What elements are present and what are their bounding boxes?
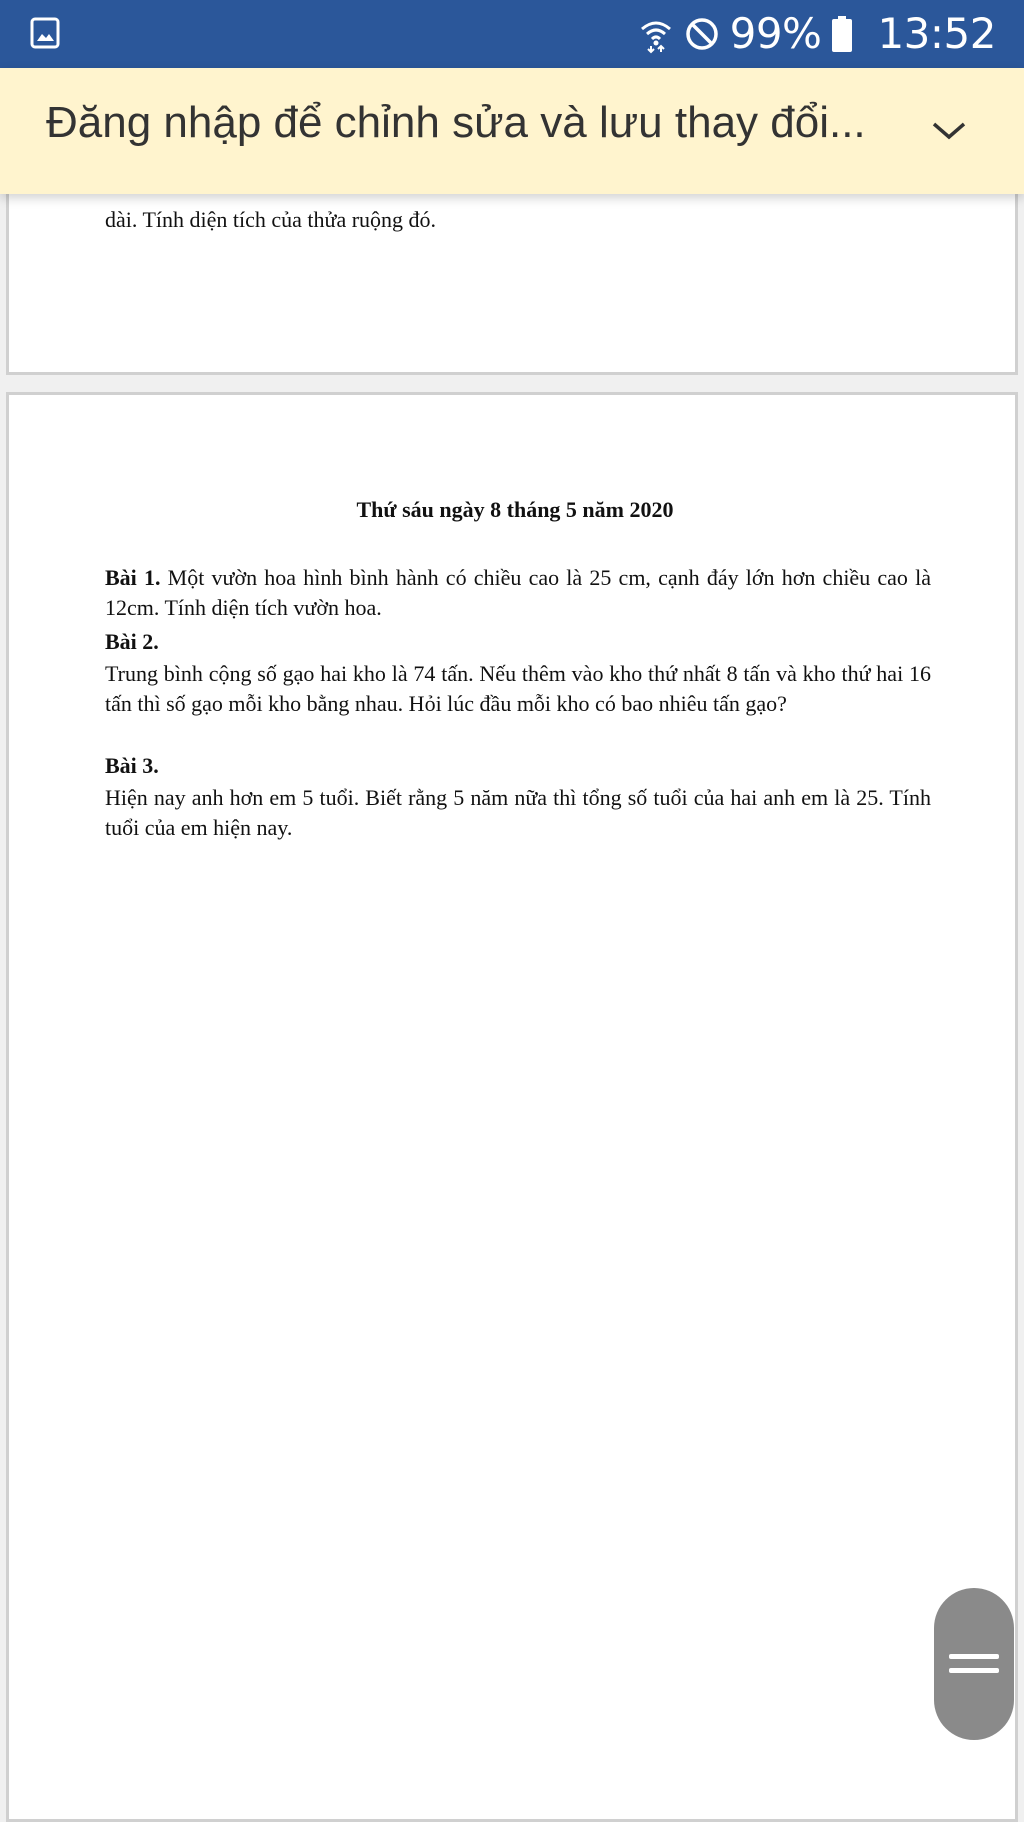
exercise-label: Bài 1. <box>105 565 161 590</box>
page-title: Thứ sáu ngày 8 tháng 5 năm 2020 <box>356 497 674 522</box>
status-indicators <box>638 0 996 68</box>
battery-percent: 99% <box>729 9 822 58</box>
exercise-2-label: Bài 2. <box>105 629 159 654</box>
exercise-2-text: Trung bình cộng số gạo hai kho là 74 tấn. Nếu thêm vào kho thứ nhất 8 tấn và kho thứ hai 16 tấn thì số gạo mỗi kho bằng nhau. Hỏi lúc đầu mỗi kho có bao nhiêu tấn gạo? <box>105 661 931 716</box>
sign-in-banner[interactable] <box>0 68 1024 194</box>
exercise-text: Một vườn hoa hình bình hành có chiều cao là 25 cm, cạnh đáy lớn hơn chiều cao là 12cm. Tính diện tích vườn hoa. <box>105 565 931 620</box>
battery-icon <box>831 15 853 53</box>
exercise-3-label: Bài 3. <box>105 753 159 778</box>
exercise-1 <box>105 563 931 623</box>
document-page <box>6 392 1018 1822</box>
scroll-handle[interactable] <box>934 1588 1014 1740</box>
chevron-down-icon[interactable] <box>928 118 970 142</box>
exercise-3-text: Hiện nay anh hơn em 5 tuổi. Biết rằng 5 năm nữa thì tổng số tuổi của hai anh em là 25. Tính tuổi của em hiện nay. <box>105 785 931 840</box>
do-not-disturb-icon <box>684 15 720 53</box>
clock: 13:52 <box>877 9 996 58</box>
status-bar <box>0 0 1024 68</box>
sign-in-message[interactable]: Đăng nhập để chỉnh sửa và lưu thay đổi... <box>46 98 866 147</box>
paragraph: dài. Tính diện tích của thửa ruộng đó. <box>105 207 437 232</box>
wifi-signal-icon <box>638 15 674 53</box>
image-icon <box>30 17 60 49</box>
